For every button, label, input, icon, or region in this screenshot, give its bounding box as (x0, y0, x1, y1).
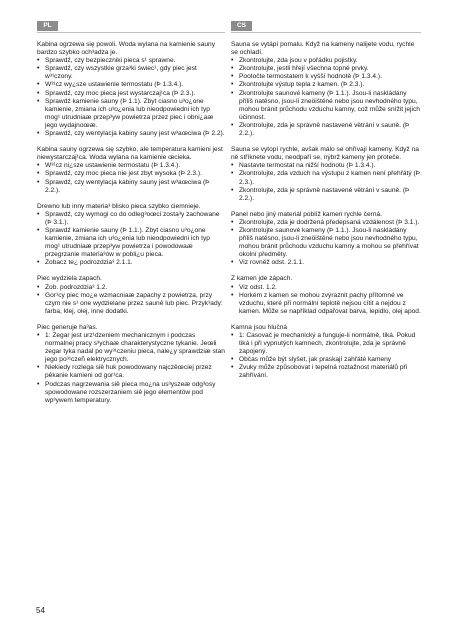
cs-bullet-item: • Zvuky může způsobovat i tepelná roztažnost materiálů při zahřívání. (239, 364, 421, 380)
cs-bullet-item: • Zkontrolujte, jestli hřejí všechna topné prvky. (239, 65, 421, 73)
pl-section (37, 146, 225, 195)
cs-bullet-item: • 1: Casovač je mechanický a funguje-li normálně, tiká. Pokud tiká i při vypnutých kamnech, zkontrolujte, zda je správně zapojený. (239, 332, 421, 356)
cs-bullet-list (231, 332, 421, 381)
cs-bullet-item: • Zkontrolujte, zda je správně nastavené větrání v sauně. (Þ 2.2.). (239, 187, 421, 203)
pl-section-title: Kabina sauny ogrzewa się szybko, ale temperatura kamieni jest niewystarczaj¹ca. Woda wylana na kamienie œcieka. (37, 146, 223, 162)
cs-bullet-item: • Zkontrolujte, zda jsou v pořádku pojistky. (239, 57, 421, 65)
cs-section (231, 324, 421, 381)
cs-bullet-item: • Občas může být slyšet, jak praskají zahřáté kameny (239, 356, 421, 364)
cs-section-title: Sauna se vytopí rychle, avšak málo se ohřívají kameny. Když na ně stříknete vodu, neodpaří se, nýbrž kameny jen proteče. (231, 146, 419, 162)
pl-bullet-list (37, 284, 225, 316)
cs-bullet-item: • Nastavte termostat na nižší hodnotu (Þ 1.3.4.). (239, 162, 421, 170)
pl-section-title: Drewno lub inny materia³ blisko pieca szybko ciemnieje. (37, 202, 201, 210)
cs-bullet-item: • Zkontrolujte saunové kameny (Þ 1.1.). Jsou-li naskládány příliš natěsno, jsou-li zneöištěné nebo jsou nevhodného typu, mohou bránit průchodu vzduchu kamny a mohou se přehřívat okolní předměty. (239, 227, 421, 259)
pl-bullet-list (37, 57, 225, 138)
pl-bullet-item: • Sprawdź, czy moc pieca nie jest zbyt wysoka (Þ 2.3.). (45, 170, 225, 178)
pl-bullet-item: • Gor¹cy piec mo¿e wzmacniaæ zapachy z powietrza, przy czym nie s¹ one wydzielane przez saunê lub piec. Przyk³ady: farba, klej, olej, inne dodatki. (45, 292, 225, 316)
pl-bullet-item: • Sprawdź, czy wymogi co do odleg³oœci zosta³y zachowane (Þ 3.1.). (45, 211, 225, 227)
pl-bullet-item: • Podczas nagrzewania siê pieca mo¿na us³yszeæ odg³osy spowodowane rozszerzaniem siê jego elementów pod wp³ywem temperatury. (45, 381, 225, 405)
pl-section-title: Piec generuje ha³as. (37, 323, 98, 331)
pl-section (37, 41, 225, 138)
cs-section (231, 146, 421, 203)
cs-section-title: Z kamen jde zápach. (231, 275, 293, 283)
language-tab-pl: PL (37, 21, 58, 31)
cs-bullet-item: • Zkontrolujte, zda je dodržená předepsaná vzdálenost (Þ 3.1.). (239, 219, 421, 227)
cs-bullet-list (231, 57, 421, 138)
cs-section-title: Panel nebo jiný materiál poblíž kamen rychle černá. (231, 210, 383, 218)
cs-bullet-item: • Viz odst. 1.2. (239, 284, 421, 292)
pl-bullet-item: • Niekiedy rozlega siê huk powodowany najczêœciej przez pêkanie kamieni od gor¹ca. (45, 364, 225, 380)
pl-bullet-item: • Sprawdź, czy bezpieczniki pieca s¹ sprawne. (45, 57, 225, 65)
pl-bullet-list (37, 211, 225, 268)
pl-section-title: Kabina ogrzewa się powoli. Woda wylana na kamienie sauny bardzo szybko och³adza je. (37, 41, 216, 57)
pl-bullet-item: • Sprawdź kamienie sauny (Þ 1.1). Zbyt ciasno u³o¿one kamienie, zmiana ich u³o¿enia lub nieodpowiedni ich typ mog¹ utrudniaæ przep³yw powietrza przez piec i obni¿aæ jego wydajnoœæ. (45, 98, 225, 130)
language-tab-cs: CS (231, 21, 252, 31)
pl-bullet-item: • Sprawdź kamienie sauny (Þ 1.1.). Zbyt ciasno u³o¿one kamienie, zmiana ich u³o¿enia lub nieodpowiedni ich typ mog¹ utrudniaæ przep³yw powietrza i powodowaæ przegrzanie materia³ów w pobli¿u pieca. (45, 227, 225, 259)
pl-section (37, 324, 225, 405)
pl-bullet-item: • W³¹cz ni¿sze ustawienie termostatu (Þ 1.3.4.). (45, 162, 225, 170)
cs-bullet-list (231, 284, 421, 316)
pl-bullet-item: • Zobacz te¿ podrozdzia³ 2.1.1. (45, 259, 225, 267)
cs-section (231, 275, 421, 315)
cs-section (231, 211, 421, 268)
cs-bullet-item: • Pootočte termostatem k vyšší hodnotě (Þ 1.3.4.). (239, 73, 421, 81)
cs-bullet-item: • Zkontrolujte saunové kameny (Þ 1.1.). Jsou-li naskládány příliš natěsno, jsou-li zneöištěné nebo jsou nevhodného typu, mohou bránit průchodu vzduchu kamny, což může snížit jejich účinnost. (239, 90, 421, 122)
pl-bullet-list (37, 162, 225, 194)
column-polish (37, 41, 225, 413)
pl-bullet-item: • Sprawdź, czy wentylacja kabiny sauny jest w³aœciwa (Þ 2.2.). (45, 179, 225, 195)
pl-bullet-item: • Zob. podrozdzia³ 1.2. (45, 284, 225, 292)
cs-bullet-item: • Zkontrolujte, zda je správně nastavené větrání v sauně. (Þ 2.2.). (239, 122, 421, 138)
header-rule-right (231, 32, 421, 33)
column-czech (231, 41, 421, 389)
pl-bullet-item: • Sprawdź, czy moc pieca jest wystarczaj¹ca (Þ 2.3.). (45, 90, 225, 98)
cs-bullet-item: • Zkontrolujte výstup tepla z kamen. (Þ 2.3.). (239, 81, 421, 89)
header-rule-left (37, 32, 225, 33)
cs-bullet-item: • Zkontrolujte, zda vzduch na výstupu z kamen není přehřátý (Þ 2.3.). (239, 170, 421, 186)
pl-bullet-item: • W³¹cz wy¿sze ustawienie termostatu (Þ 1.3.4.). (45, 81, 225, 89)
pl-section (37, 275, 225, 315)
cs-bullet-item: • Horkém z kamen se mohou zvýraznit pachy přítomné ve vzduchu, které při normální teplotě nejsou cítit a nejdou z kamen. Může se například odpařovat barva, lepidlo, olej apod. (239, 292, 421, 316)
pl-section-title: Piec wydziela zapach. (37, 275, 102, 283)
page-number: 54 (36, 606, 45, 615)
pl-section (37, 203, 225, 268)
pl-bullet-item: • 1: Zegar jest urz¹dzeniem mechanicznym i podczas normalnej pracy s³ychaæ charakterystyczne tykanie. Jeœli zegar tyka nadal po wy³¹czeniu pieca, nale¿y sprawdziæ stan jego po³¹czeñ elektrycznych. (45, 332, 225, 364)
cs-section (231, 41, 421, 138)
pl-bullet-item: • Sprawdź, czy wentylacja kabiny sauny jest w³aœciwa (Þ 2.2). (45, 130, 225, 138)
cs-bullet-list (231, 162, 421, 202)
pl-bullet-item: • Sprawdź, czy wszystkie grza³ki świec¹, gdy piec jest w³¹czony. (45, 65, 225, 81)
cs-section-title: Kamna jsou hlučná (231, 323, 288, 331)
cs-bullet-item: • Viz rovněž odst. 2.1.1. (239, 259, 421, 267)
cs-section-title: Sauna se vytápí pomalu. Když na kameny nalijete vodu, rychle se ochladí. (231, 41, 415, 57)
pl-bullet-list (37, 332, 225, 405)
cs-bullet-list (231, 219, 421, 268)
